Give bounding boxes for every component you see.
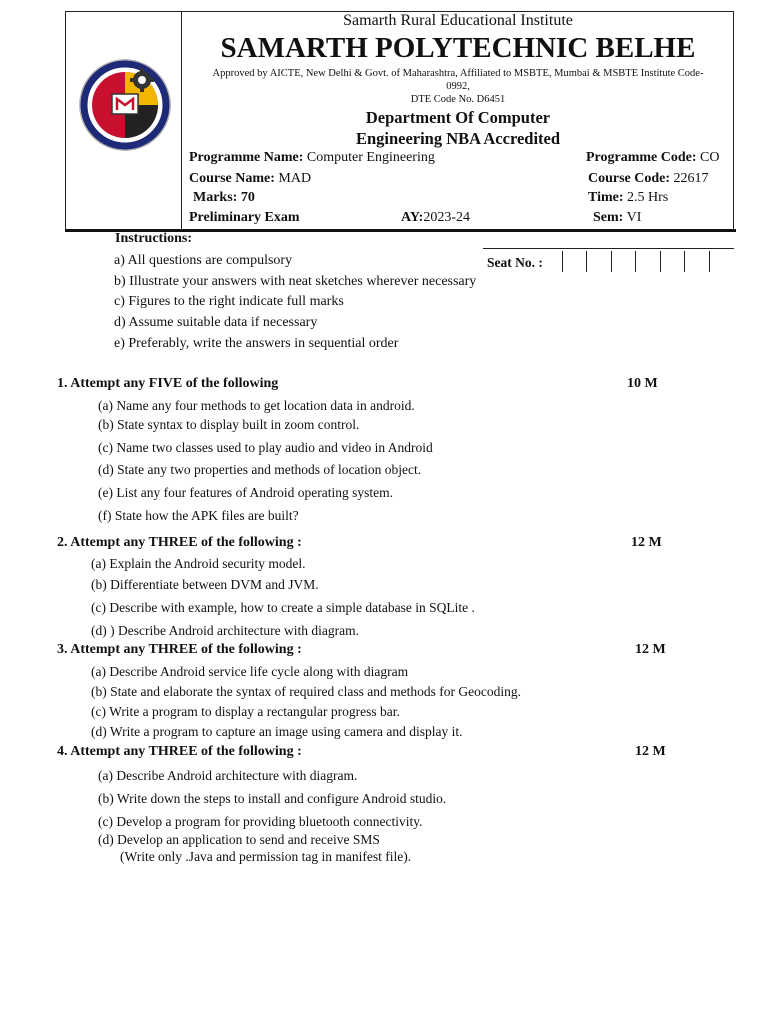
seat-box-divider <box>562 251 563 272</box>
seat-box-divider <box>635 251 636 272</box>
question-item: (b) Differentiate between DVM and JVM. <box>91 577 319 592</box>
institute-logo <box>78 58 172 152</box>
question-marks: 12 M <box>635 744 666 759</box>
seat-box-divider <box>611 251 612 272</box>
ay-value: 2023-24 <box>423 210 470 225</box>
question-marks: 10 M <box>627 376 658 391</box>
question-item: (d) State any two properties and methods of location object. <box>98 462 422 477</box>
question-heading: 3. Attempt any THREE of the following : <box>57 642 302 657</box>
question-heading: 1. Attempt any FIVE of the following <box>57 376 279 391</box>
seat-box-divider <box>660 251 661 272</box>
ay-label: AY: <box>401 210 424 225</box>
seat-box-divider <box>586 251 587 272</box>
question-marks: 12 M <box>631 535 662 550</box>
time-label: Time: <box>588 190 624 205</box>
instruction-item: a) All questions are compulsory <box>114 253 293 268</box>
question-item: (a) Describe Android architecture with diagram. <box>98 768 358 783</box>
question-heading: 4. Attempt any THREE of the following : <box>57 744 302 759</box>
question-item-note: (Write only .Java and permission tag in manifest file). <box>120 849 412 864</box>
seat-box-divider <box>709 251 710 272</box>
question-marks: 12 M <box>635 642 666 657</box>
question-item: (c) Describe with example, how to create a simple database in SQLite . <box>91 600 475 615</box>
programme-name <box>189 150 435 166</box>
course-code <box>588 171 709 187</box>
academic-year <box>401 210 470 226</box>
department-line-1: Department Of Computer <box>365 108 551 127</box>
question-item: (b) State syntax to display built in zoom control. <box>98 417 360 432</box>
question-item: (d) Write a program to capture an image using camera and display it. <box>91 724 463 739</box>
seat-number-label: Seat No. : <box>487 255 543 270</box>
exam-type: Preliminary Exam <box>189 210 300 225</box>
programme-name-label: Programme Name: <box>189 150 304 165</box>
course-name <box>189 171 311 187</box>
programme-code-value: CO <box>700 150 720 165</box>
question-item: (c) Name two classes used to play audio and video in Android <box>98 440 433 455</box>
programme-name-value: Computer Engineering <box>306 150 435 165</box>
instruction-item: e) Preferably, write the answers in sequential order <box>114 336 399 351</box>
exam-time <box>588 190 668 206</box>
programme-code <box>586 150 720 166</box>
institute-name: Samarth Rural Educational Institute <box>343 12 573 29</box>
question-item: (e) List any four features of Android operating system. <box>98 485 394 500</box>
question-heading: 2. Attempt any THREE of the following : <box>57 535 302 550</box>
seat-number-line <box>483 248 734 249</box>
question-item: (b) Write down the steps to install and configure Android studio. <box>98 791 447 806</box>
sem-value: VI <box>626 210 642 225</box>
question-item: (a) Name any four methods to get location data in android. <box>98 398 415 413</box>
approval-line-1: Approved by AICTE, New Delhi & Govt. of Maharashtra, Affiliated to MSBTE, Mumbai & MSBTE Institute Code- <box>212 68 704 79</box>
question-item: (a) Describe Android service life cycle along with diagram <box>91 664 409 679</box>
question-item: (d) ) Describe Android architecture with diagram. <box>91 623 360 638</box>
marks-total: Marks: 70 <box>193 190 255 205</box>
course-name-value: MAD <box>278 171 312 186</box>
question-item: (f) State how the APK files are built? <box>98 508 299 523</box>
course-name-label: Course Name: <box>189 171 275 186</box>
question-item: (d) Develop an application to send and receive SMS <box>98 832 380 847</box>
course-code-label: Course Code: <box>588 171 671 186</box>
semester <box>593 210 641 226</box>
programme-code-label: Programme Code: <box>586 150 697 165</box>
instruction-item: b) Illustrate your answers with neat sketches wherever necessary <box>114 274 477 289</box>
question-item: (c) Write a program to display a rectangular progress bar. <box>91 704 400 719</box>
department-line-2: Engineering NBA Accredited <box>355 129 561 148</box>
sem-label: Sem: <box>593 210 624 225</box>
seat-box-divider <box>684 251 685 272</box>
question-item: (a) Explain the Android security model. <box>91 556 306 571</box>
instruction-item: c) Figures to the right indicate full marks <box>114 294 344 309</box>
instruction-item: d) Assume suitable data if necessary <box>114 315 318 330</box>
time-value: 2.5 Hrs <box>627 190 669 205</box>
question-item: (c) Develop a program for providing bluetooth connectivity. <box>98 814 423 829</box>
course-code-value: 22617 <box>673 171 709 186</box>
college-name: SAMARTH POLYTECHNIC BELHE <box>220 32 696 64</box>
question-item: (b) State and elaborate the syntax of required class and methods for Geocoding. <box>91 684 521 699</box>
approval-line-2: 0992, <box>446 81 470 92</box>
dte-code: DTE Code No. D6451 <box>410 94 506 105</box>
instructions-title: Instructions: <box>115 231 193 246</box>
